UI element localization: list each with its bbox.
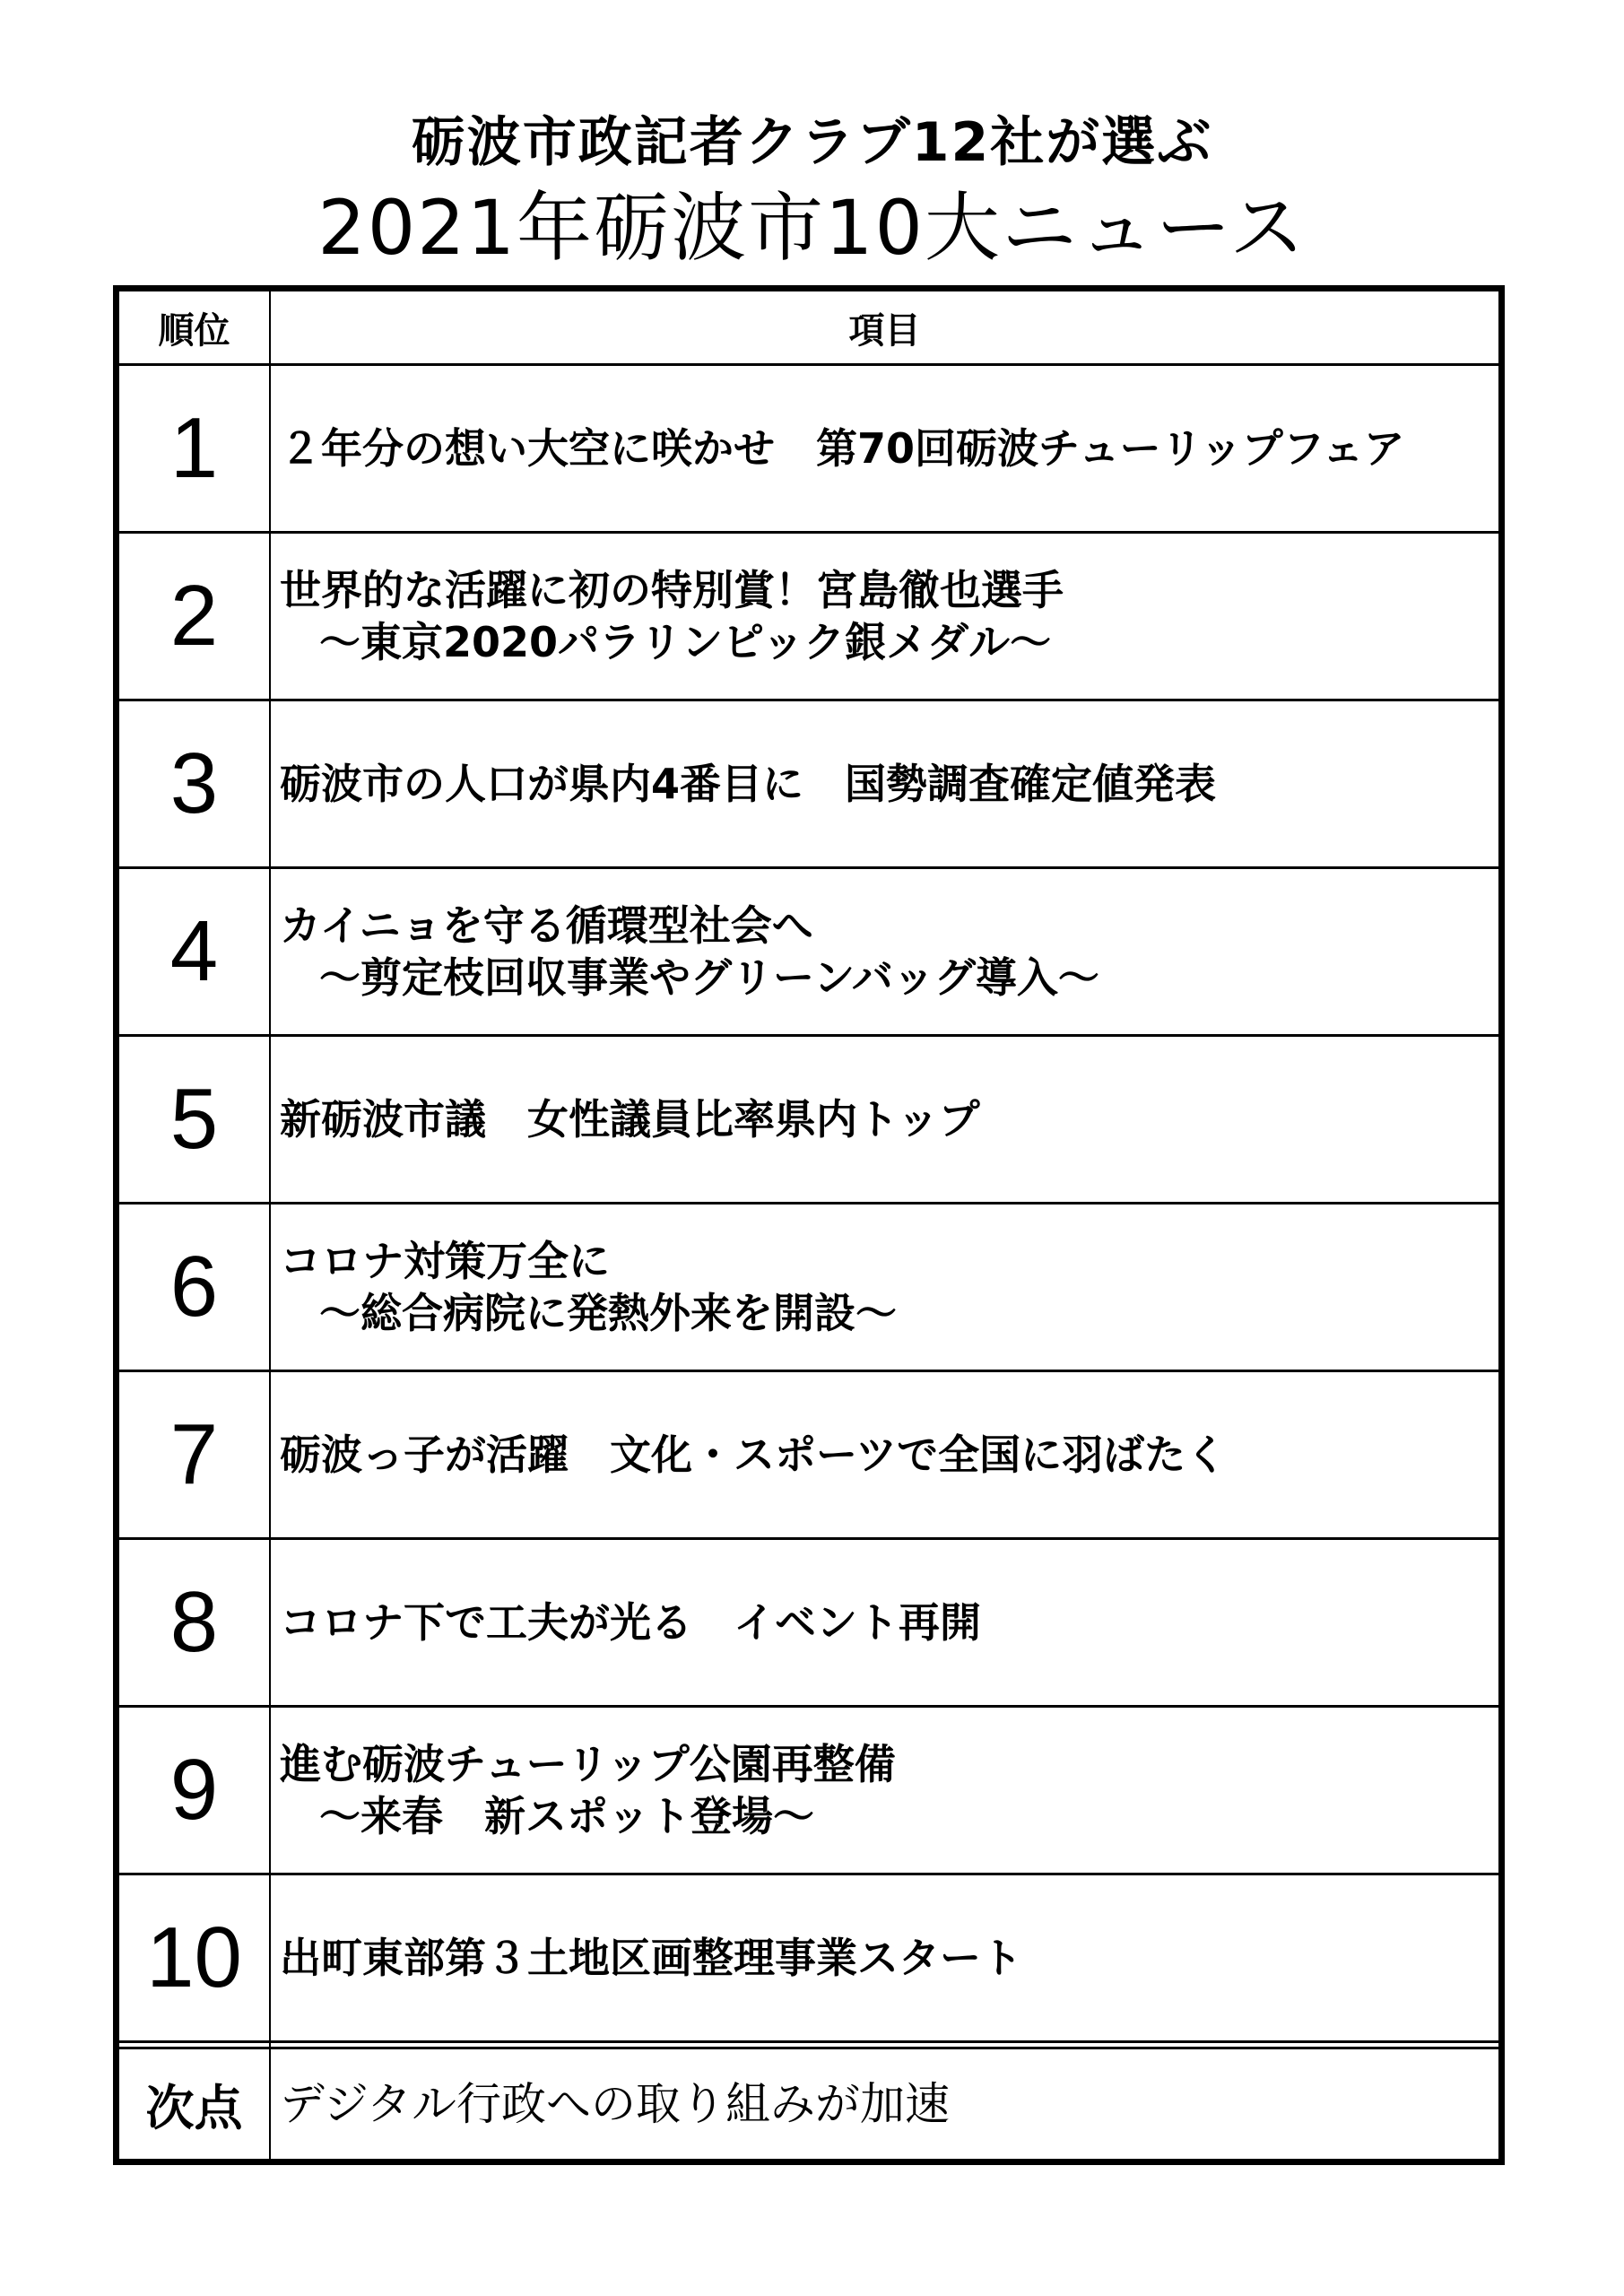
news-headline: コロナ対策万全に bbox=[280, 1237, 610, 1285]
rank-number: 9 bbox=[169, 1742, 219, 1838]
rank-number: 5 bbox=[169, 1071, 219, 1167]
table-row bbox=[119, 1540, 1498, 1705]
news-headline: 世界的な活躍に初の特別賞！宮島徹也選手 bbox=[280, 566, 1064, 614]
header-rank: 順位 bbox=[158, 309, 230, 352]
rank-number: 4 bbox=[169, 903, 219, 999]
runner-up-label: 次点 bbox=[145, 2079, 243, 2136]
table-header bbox=[119, 291, 1498, 363]
table-row bbox=[119, 1372, 1498, 1537]
news-headline: 進む砺波チューリップ公園再整備 bbox=[280, 1740, 896, 1788]
news-item bbox=[271, 366, 1498, 531]
page-subtitle: 砺波市政記者クラブ12社が選ぶ bbox=[411, 111, 1213, 174]
news-headline: コロナ下で工夫が光る イベント再開 bbox=[280, 1598, 981, 1647]
rank-number: 6 bbox=[169, 1239, 219, 1335]
news-headline: 砺波っ子が活躍 文化・スポーツで全国に羽ばたく bbox=[280, 1431, 1228, 1479]
news-item bbox=[271, 701, 1498, 866]
rank-number: 2 bbox=[169, 568, 219, 664]
news-headline: ２年分の想い大空に咲かせ 第70回砺波チューリップフェア bbox=[280, 424, 1405, 473]
runner-up-text: デジタル行政への取り組みが加速 bbox=[280, 2078, 950, 2130]
news-table bbox=[113, 285, 1505, 2165]
rank-number: 10 bbox=[146, 1909, 242, 2005]
news-headline: カイニョを守る循環型社会へ bbox=[280, 901, 813, 950]
news-headline: 出町東部第３土地区画整理事業スタート bbox=[280, 1934, 1022, 1982]
table-row bbox=[119, 534, 1498, 699]
table-row bbox=[119, 1037, 1498, 1202]
news-subline: ～東京2020パラリンピック銀メダル～ bbox=[319, 618, 1052, 666]
news-item bbox=[271, 1708, 1498, 1873]
footer-divider bbox=[119, 2040, 1498, 2049]
news-headline: 砺波市の人口が県内4番目に 国勢調査確定値発表 bbox=[280, 760, 1217, 808]
table-footer-row bbox=[119, 2049, 1498, 2159]
news-subline: ～来春 新スポット登場～ bbox=[319, 1792, 814, 1840]
title-block bbox=[0, 108, 1624, 274]
news-item bbox=[271, 1540, 1498, 1705]
news-item bbox=[271, 1875, 1498, 2040]
news-item bbox=[271, 1372, 1498, 1537]
table-row bbox=[119, 1875, 1498, 2040]
header-item: 項目 bbox=[848, 309, 921, 352]
table-row bbox=[119, 366, 1498, 531]
runner-up-item bbox=[271, 2049, 1498, 2159]
news-subline: ～剪定枝回収事業やグリーンバッグ導入～ bbox=[319, 953, 1099, 1002]
rank-number: 1 bbox=[169, 400, 219, 496]
table-row bbox=[119, 869, 1498, 1034]
news-item bbox=[271, 869, 1498, 1034]
page-title: 2021年砺波市10大ニュース bbox=[317, 184, 1307, 272]
news-item bbox=[271, 1037, 1498, 1202]
news-item bbox=[271, 1205, 1498, 1370]
rank-number: 8 bbox=[169, 1574, 219, 1670]
rank-number: 7 bbox=[169, 1406, 219, 1502]
table-row bbox=[119, 701, 1498, 866]
rank-number: 3 bbox=[169, 735, 219, 831]
table-row bbox=[119, 1205, 1498, 1370]
news-subline: ～総合病院に発熱外来を開設～ bbox=[319, 1289, 897, 1337]
news-headline: 新砺波市議 女性議員比率県内トップ bbox=[280, 1095, 980, 1144]
table-row bbox=[119, 1708, 1498, 1873]
news-item bbox=[271, 534, 1498, 699]
